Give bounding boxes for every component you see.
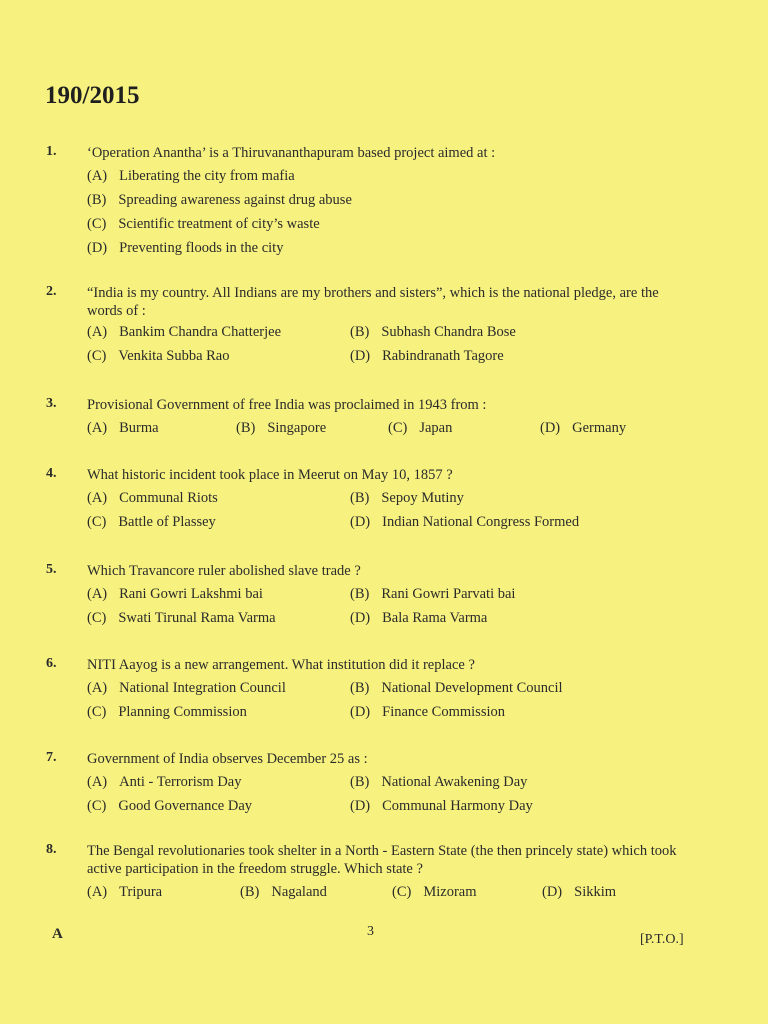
option-text: Planning Commission xyxy=(118,704,247,720)
question-number: 8. xyxy=(46,842,57,857)
option-a xyxy=(87,490,218,507)
option-b xyxy=(87,192,352,209)
option-text: Tripura xyxy=(119,884,163,900)
question-number: 2. xyxy=(46,284,57,299)
option-d xyxy=(350,704,505,721)
option-label: (C) xyxy=(87,348,107,364)
question-text: Which Travancore ruler abolished slave trade ? xyxy=(87,563,361,579)
option-a xyxy=(87,420,159,437)
option-text: Subhash Chandra Bose xyxy=(381,324,516,340)
option-label: (D) xyxy=(542,884,563,900)
option-c xyxy=(87,514,216,531)
option-text: National Development Council xyxy=(381,680,563,696)
option-a xyxy=(87,168,295,185)
option-b xyxy=(350,490,464,507)
option-b xyxy=(350,774,527,791)
option-text: Burma xyxy=(119,420,159,436)
option-b xyxy=(350,680,563,697)
option-label: (A) xyxy=(87,884,108,900)
option-c xyxy=(87,610,276,627)
option-label: (A) xyxy=(87,774,108,790)
option-label: (C) xyxy=(87,798,107,814)
option-text: Rani Gowri Lakshmi bai xyxy=(119,586,263,602)
question-number: 6. xyxy=(46,656,57,671)
option-c xyxy=(87,216,320,233)
option-text: Germany xyxy=(572,420,627,436)
option-label: (C) xyxy=(87,514,107,530)
option-d xyxy=(540,420,626,437)
option-text: Japan xyxy=(419,420,453,436)
option-label: (C) xyxy=(388,420,408,436)
option-b xyxy=(236,420,326,437)
option-label: (B) xyxy=(350,324,370,340)
option-label: (D) xyxy=(540,420,561,436)
question-number: 3. xyxy=(46,396,57,411)
option-a xyxy=(87,884,162,901)
option-c xyxy=(87,704,247,721)
option-text: National Awakening Day xyxy=(381,774,528,790)
page-number: 3 xyxy=(367,924,374,939)
option-text: Spreading awareness against drug abuse xyxy=(118,192,352,208)
option-text: Swati Tirunal Rama Varma xyxy=(118,610,276,626)
question-text: What historic incident took place in Meerut on May 10, 1857 ? xyxy=(87,467,453,483)
option-label: (B) xyxy=(350,774,370,790)
question-number: 5. xyxy=(46,562,57,577)
option-label: (C) xyxy=(87,216,107,232)
option-label: (B) xyxy=(87,192,107,208)
option-label: (B) xyxy=(236,420,256,436)
option-label: (D) xyxy=(350,610,371,626)
option-label: (A) xyxy=(87,420,108,436)
question-text: Government of India observes December 25 as : xyxy=(87,751,368,767)
option-text: Scientific treatment of city’s waste xyxy=(118,216,320,232)
option-text: Battle of Plassey xyxy=(118,514,216,530)
option-label: (B) xyxy=(350,680,370,696)
option-c xyxy=(87,348,230,365)
question-number: 7. xyxy=(46,750,57,765)
option-b xyxy=(350,324,516,341)
option-label: (B) xyxy=(350,490,370,506)
question-text: The Bengal revolutionaries took shelter in a North - Eastern State (the then princely state) which took active participation in the freedom struggle. Which state ? xyxy=(87,843,677,877)
option-text: Venkita Subba Rao xyxy=(118,348,230,364)
option-label: (A) xyxy=(87,680,108,696)
option-text: National Integration Council xyxy=(119,680,286,696)
option-label: (B) xyxy=(240,884,260,900)
option-label: (C) xyxy=(87,610,107,626)
paper-code: 190/2015 xyxy=(45,82,140,109)
option-d xyxy=(350,798,533,815)
option-text: Anti - Terrorism Day xyxy=(119,774,242,790)
option-d xyxy=(350,348,504,365)
option-label: (D) xyxy=(350,704,371,720)
option-label: (B) xyxy=(350,586,370,602)
option-text: Good Governance Day xyxy=(118,798,253,814)
option-text: Bala Rama Varma xyxy=(382,610,488,626)
option-text: Communal Riots xyxy=(119,490,218,506)
question-number: 4. xyxy=(46,466,57,481)
option-d xyxy=(350,514,579,531)
option-text: Rani Gowri Parvati bai xyxy=(381,586,516,602)
option-a xyxy=(87,774,241,791)
option-a xyxy=(87,586,263,603)
option-label: (D) xyxy=(350,348,371,364)
option-text: Indian National Congress Formed xyxy=(382,514,580,530)
option-a xyxy=(87,324,281,341)
option-text: Liberating the city from mafia xyxy=(119,168,295,184)
option-label: (D) xyxy=(350,798,371,814)
option-text: Sepoy Mutiny xyxy=(381,490,464,506)
option-label: (A) xyxy=(87,324,108,340)
option-b xyxy=(350,586,515,603)
option-text: Mizoram xyxy=(423,884,477,900)
option-c xyxy=(388,420,452,437)
option-label: (A) xyxy=(87,168,108,184)
pto-marker: [P.T.O.] xyxy=(640,932,684,947)
question-text: NITI Aayog is a new arrangement. What institution did it replace ? xyxy=(87,657,475,673)
option-label: (D) xyxy=(87,240,108,256)
option-b xyxy=(240,884,327,901)
series-code: A xyxy=(52,926,63,942)
option-d xyxy=(350,610,487,627)
option-label: (C) xyxy=(392,884,412,900)
option-text: Nagaland xyxy=(271,884,327,900)
option-text: Finance Commission xyxy=(382,704,505,720)
question-number: 1. xyxy=(46,144,57,159)
option-text: Preventing floods in the city xyxy=(119,240,284,256)
option-d xyxy=(542,884,616,901)
option-a xyxy=(87,680,286,697)
option-label: (D) xyxy=(350,514,371,530)
option-text: Bankim Chandra Chatterjee xyxy=(119,324,282,340)
option-label: (A) xyxy=(87,490,108,506)
option-text: Singapore xyxy=(267,420,327,436)
option-label: (C) xyxy=(87,704,107,720)
option-label: (A) xyxy=(87,586,108,602)
question-text: Provisional Government of free India was proclaimed in 1943 from : xyxy=(87,397,487,413)
option-c xyxy=(87,798,252,815)
question-text: “India is my country. All Indians are my brothers and sisters”, which is the national pledge, are the words of : xyxy=(87,285,659,319)
option-d xyxy=(87,240,283,257)
option-text: Communal Harmony Day xyxy=(382,798,533,814)
option-c xyxy=(392,884,477,901)
question-text: ‘Operation Anantha’ is a Thiruvananthapuram based project aimed at : xyxy=(87,145,496,161)
option-text: Sikkim xyxy=(574,884,617,900)
option-text: Rabindranath Tagore xyxy=(382,348,504,364)
